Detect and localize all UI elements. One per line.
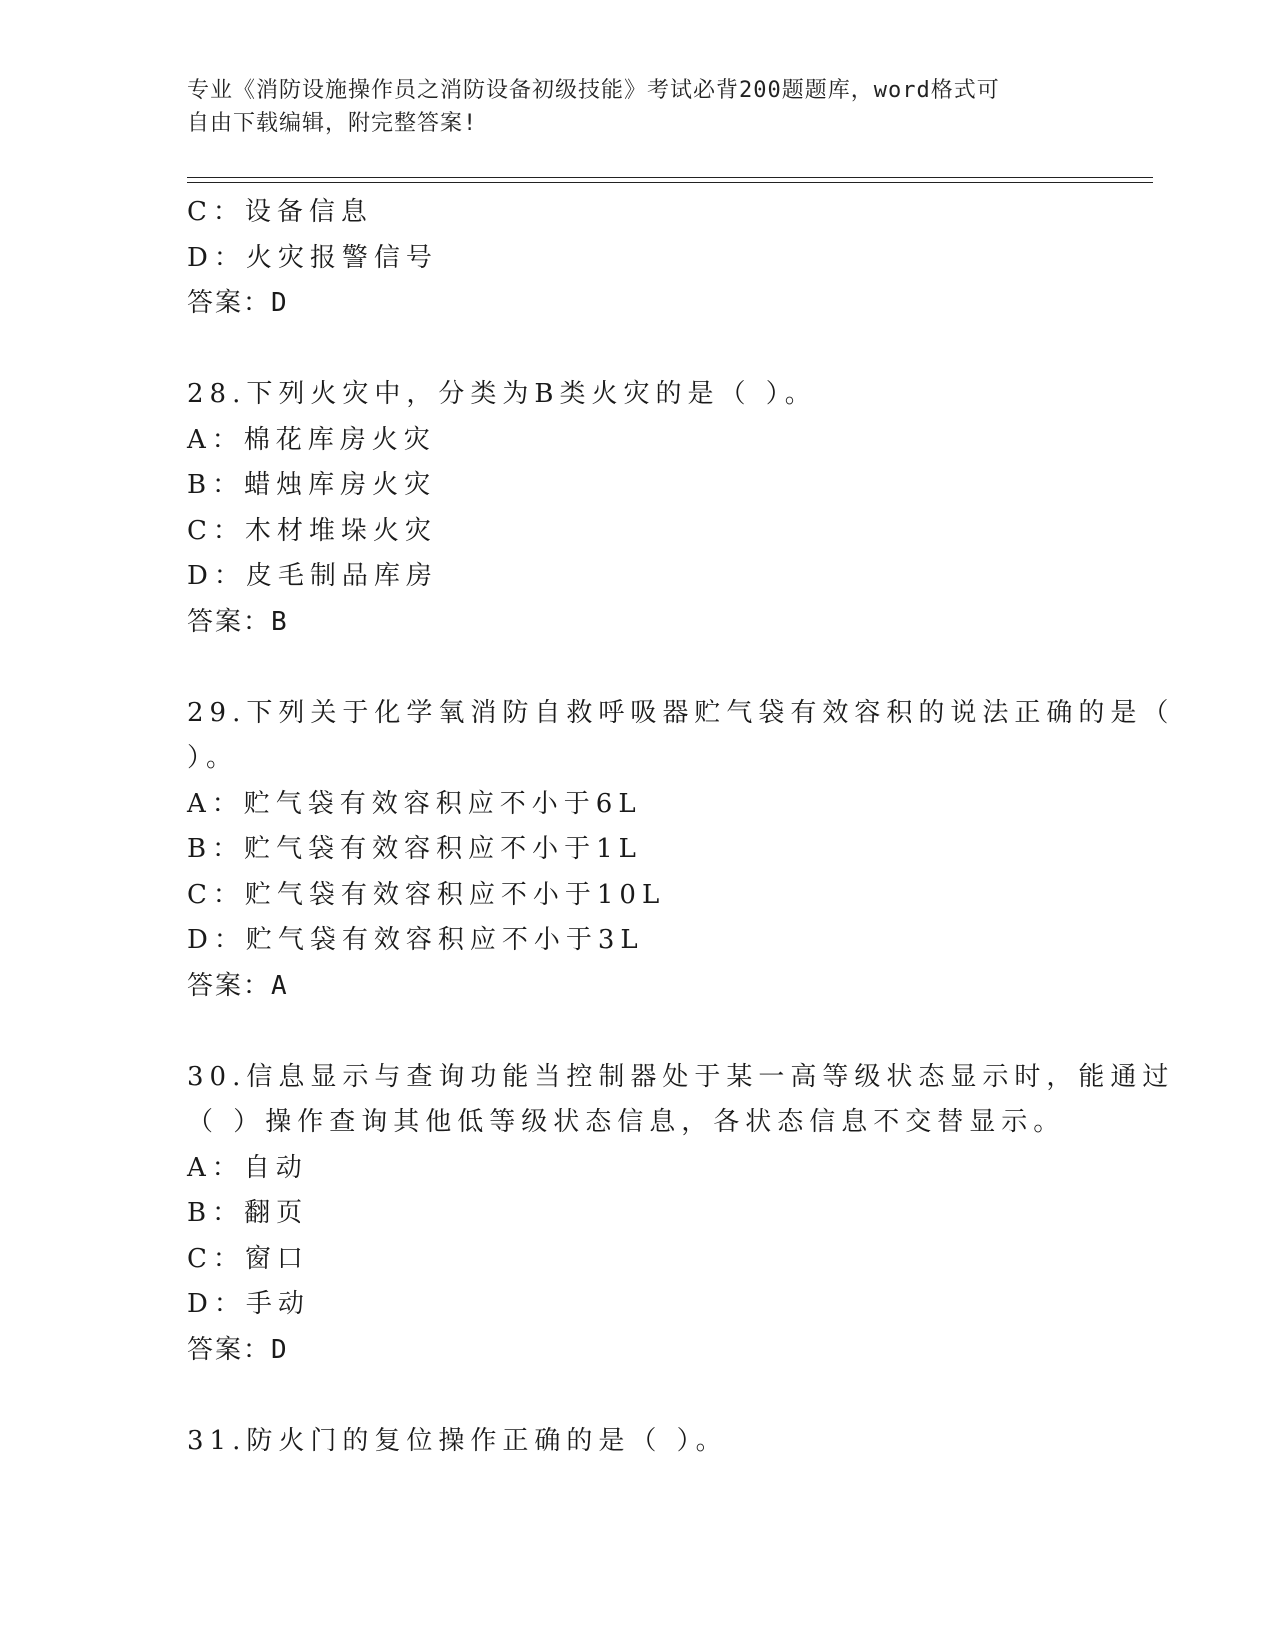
q29-option-b: B：贮气袋有效容积应不小于1L (187, 834, 642, 864)
q28-option-c: C：木材堆垛火灾 (187, 515, 437, 546)
q29-option-a: A：贮气袋有效容积应不小于6L (187, 788, 642, 819)
q29-option-c: C：贮气袋有效容积应不小于10L (187, 879, 666, 910)
q29-stem-line-1: 29.下列关于化学氧消防自救呼吸器贮气袋有效容积的说法正确的是（ (187, 697, 1175, 728)
q28-stem: 28.下列火灾中，分类为B类火灾的是（ ）。 (187, 379, 817, 409)
q28-option-a: A：棉花库房火灾 (187, 424, 436, 455)
q28-answer: 答案：B (187, 606, 289, 637)
q30-option-a: A：自动 (187, 1152, 308, 1183)
q27-answer: 答案：D (187, 288, 289, 318)
q31-stem: 31.防火门的复位操作正确的是（ ）。 (187, 1425, 728, 1456)
header-line-1: 专业《消防设施操作员之消防设备初级技能》考试必背200题题库，word格式可 (187, 78, 1000, 103)
q30-option-d: D：手动 (187, 1289, 310, 1319)
q29-option-d: D：贮气袋有效容积应不小于3L (187, 925, 644, 955)
q30-option-c: C：窗口 (187, 1243, 309, 1274)
q30-stem-line-2: （ ）操作查询其他低等级状态信息，各状态信息不交替显示。 (187, 1107, 1066, 1137)
q27-option-d: D：火灾报警信号 (187, 242, 438, 273)
q28-option-b: B：蜡烛库房火灾 (187, 470, 437, 500)
spacer (187, 327, 1087, 373)
q28-option-d: D：皮毛制品库房 (187, 561, 438, 591)
q27-option-c: C：设备信息 (187, 197, 373, 227)
q30-option-b: B：翻页 (187, 1198, 309, 1228)
q29-stem-line-2: ）。 (187, 743, 239, 773)
question-content (187, 190, 1175, 1464)
q30-stem-line-1: 30.信息显示与查询功能当控制器处于某一高等级状态显示时，能通过 (187, 1061, 1175, 1092)
spacer (187, 1373, 1087, 1419)
spacer (187, 1009, 1087, 1055)
header-rule-top (187, 177, 1153, 178)
q30-answer: 答案：D (187, 1334, 289, 1365)
header-rule-bottom (187, 182, 1153, 183)
q29-answer: 答案：A (187, 970, 289, 1001)
header-line-2: 自由下载编辑，附完整答案! (187, 111, 478, 136)
document-header (187, 74, 1067, 140)
spacer (187, 645, 1087, 691)
